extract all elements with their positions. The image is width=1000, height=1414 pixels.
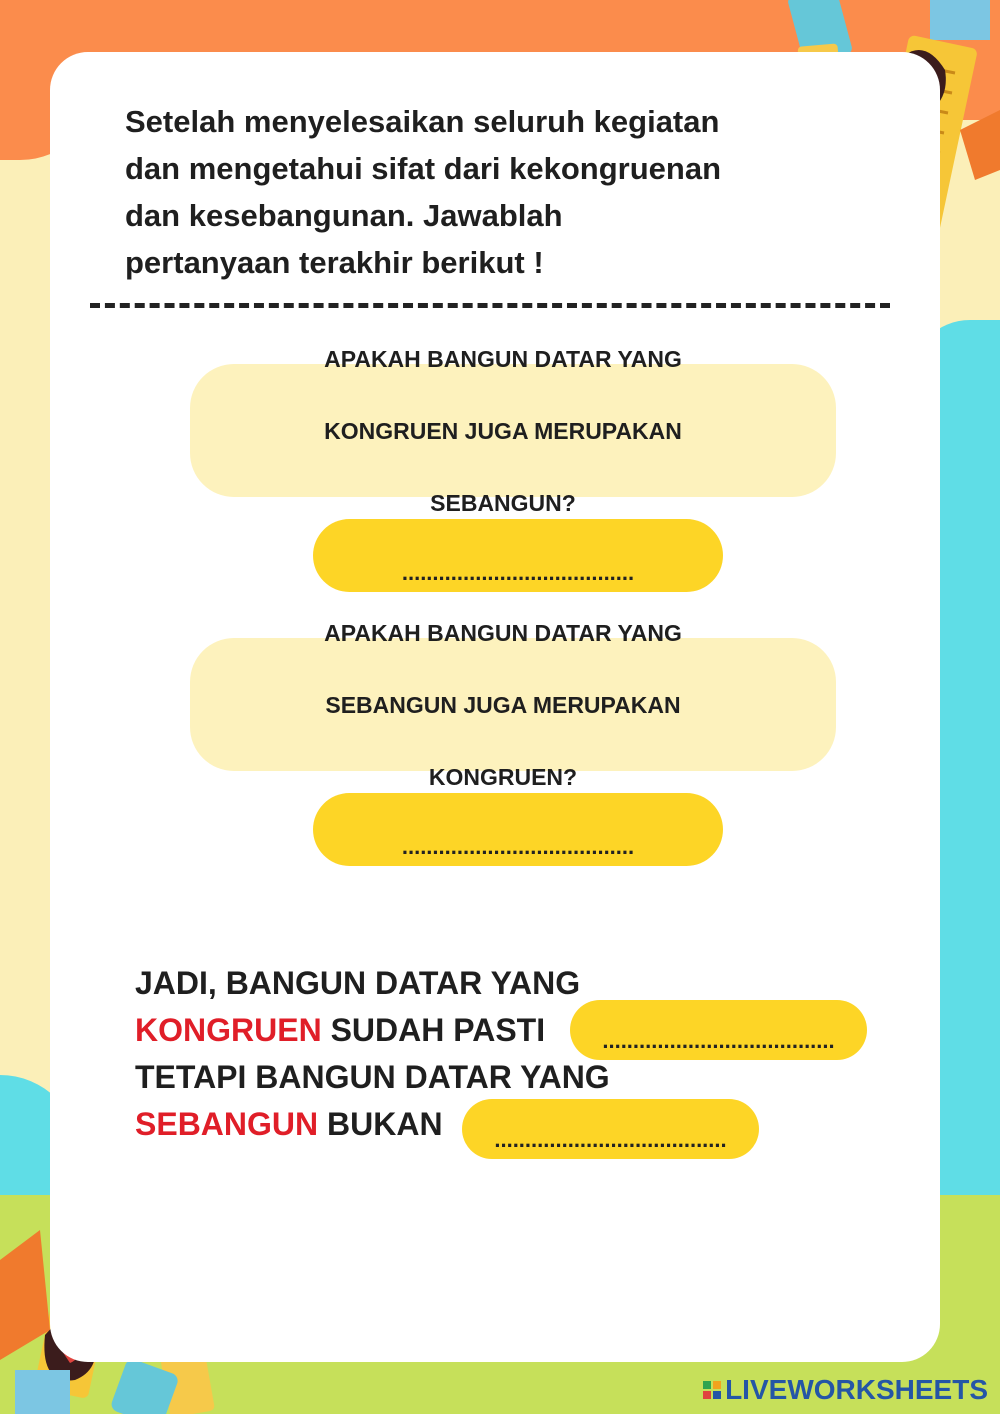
conclusion-line-1: JADI, BANGUN DATAR YANG	[135, 965, 581, 1001]
intro-text	[125, 98, 825, 286]
answer-field-1[interactable]	[313, 519, 723, 592]
question-line: KONGRUEN?	[428, 763, 578, 790]
conclusion-line-4	[135, 1106, 443, 1143]
answer-placeholder: ......................................	[401, 834, 635, 859]
conclusion-text: BUKAN	[318, 1106, 443, 1142]
question-line: SEBANGUN JUGA MERUPAKAN	[325, 691, 681, 718]
question-line: SEBANGUN?	[430, 489, 576, 516]
conclusion-text: SUDAH PASTI	[321, 1012, 546, 1048]
conclusion-line-2	[135, 1012, 545, 1049]
keyword-sebangun: SEBANGUN	[135, 1106, 319, 1142]
question-box-2	[190, 619, 836, 790]
question-line: APAKAH BANGUN DATAR YANG	[324, 345, 682, 372]
keyword-kongruen: KONGRUEN	[135, 1012, 322, 1048]
conclusion-line-3: TETAPI BANGUN DATAR YANG	[135, 1059, 610, 1095]
liveworksheets-logo[interactable]	[703, 1374, 988, 1406]
brand-name: LIVEWORKSHEETS	[725, 1374, 988, 1405]
question-box-1	[190, 345, 836, 516]
liveworksheets-logo-icon	[703, 1381, 721, 1399]
answer-placeholder: ......................................	[401, 560, 635, 585]
answer-placeholder: ......................................	[602, 1028, 835, 1053]
intro-line: dan kesebangunan. Jawablah	[125, 198, 563, 233]
conclusion-answer-field-1[interactable]	[570, 1000, 867, 1060]
question-text	[283, 341, 743, 521]
question-line: APAKAH BANGUN DATAR YANG	[324, 619, 682, 646]
answer-placeholder: ......................................	[494, 1127, 727, 1152]
intro-line: dan mengetahui sifat dari kekongruenan	[125, 151, 722, 186]
answer-field-2[interactable]	[313, 793, 723, 866]
dashed-divider	[90, 303, 890, 308]
question-line: KONGRUEN JUGA MERUPAKAN	[324, 417, 682, 444]
question-text	[283, 615, 743, 795]
intro-line: pertanyaan terakhir berikut !	[125, 245, 544, 280]
conclusion-answer-field-2[interactable]	[462, 1099, 759, 1159]
intro-line: Setelah menyelesaikan seluruh kegiatan	[125, 104, 720, 139]
